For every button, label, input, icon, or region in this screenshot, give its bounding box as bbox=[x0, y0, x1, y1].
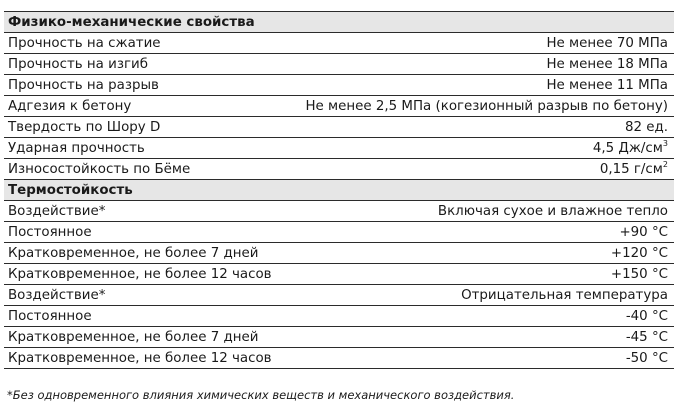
table-row bbox=[4, 75, 674, 96]
section-header-mechanical bbox=[4, 12, 674, 33]
property-label: Постоянное bbox=[8, 308, 92, 324]
section-header-thermal bbox=[4, 180, 674, 201]
property-label: Кратковременное, не более 7 дней bbox=[8, 245, 259, 261]
table-row bbox=[4, 306, 674, 327]
properties-table bbox=[4, 11, 674, 369]
property-value: Не менее 70 МПа bbox=[546, 35, 668, 51]
value-text: 0,15 г/см bbox=[599, 161, 663, 177]
property-label: Износостойкость по Бёме bbox=[8, 161, 191, 177]
property-value: Не менее 18 МПа bbox=[546, 56, 668, 72]
property-label: Ударная прочность bbox=[8, 140, 145, 156]
property-value: -45 °C bbox=[625, 329, 668, 345]
property-value bbox=[592, 138, 668, 156]
property-value: Отрицательная температура bbox=[461, 287, 668, 303]
property-label: Прочность на изгиб bbox=[8, 56, 148, 72]
property-label: Адгезия к бетону bbox=[8, 98, 132, 114]
property-value: -50 °C bbox=[625, 350, 668, 366]
table-row bbox=[4, 96, 674, 117]
property-label: Воздействие* bbox=[8, 203, 106, 219]
property-label: Постоянное bbox=[8, 224, 92, 240]
property-label: Кратковременное, не более 7 дней bbox=[8, 329, 259, 345]
table-row bbox=[4, 117, 674, 138]
property-label: Прочность на разрыв bbox=[8, 77, 159, 93]
property-label: Кратковременное, не более 12 часов bbox=[8, 350, 272, 366]
property-value: Не менее 2,5 МПа (когезионный разрыв по бетону) bbox=[305, 98, 668, 114]
property-value: -40 °C bbox=[625, 308, 668, 324]
table-row bbox=[4, 348, 674, 369]
value-superscript: 3 bbox=[662, 138, 668, 148]
table-row bbox=[4, 327, 674, 348]
property-label: Кратковременное, не более 12 часов bbox=[8, 266, 272, 282]
table-row bbox=[4, 243, 674, 264]
value-text: 4,5 Дж/см bbox=[592, 140, 663, 156]
table-row bbox=[4, 54, 674, 75]
property-value bbox=[599, 159, 668, 177]
property-value: +90 °C bbox=[619, 224, 668, 240]
table-row bbox=[4, 201, 674, 222]
table-row bbox=[4, 159, 674, 180]
table-row bbox=[4, 138, 674, 159]
section-title: Физико-механические свойства bbox=[8, 14, 255, 30]
section-title: Термостойкость bbox=[8, 182, 133, 198]
property-value: 82 ед. bbox=[624, 119, 668, 135]
table-row bbox=[4, 264, 674, 285]
table-row bbox=[4, 285, 674, 306]
property-label: Прочность на сжатие bbox=[8, 35, 161, 51]
table-row bbox=[4, 33, 674, 54]
property-value: Включая сухое и влажное тепло bbox=[437, 203, 668, 219]
property-value: +120 °C bbox=[610, 245, 668, 261]
footnote: *Без одновременного влияния химических веществ и механического воздействия. bbox=[7, 388, 515, 402]
value-superscript: 2 bbox=[662, 159, 668, 169]
property-label: Твердость по Шору D bbox=[8, 119, 161, 135]
property-value: Не менее 11 МПа bbox=[546, 77, 668, 93]
property-label: Воздействие* bbox=[8, 287, 106, 303]
property-value: +150 °C bbox=[610, 266, 668, 282]
table-row bbox=[4, 222, 674, 243]
